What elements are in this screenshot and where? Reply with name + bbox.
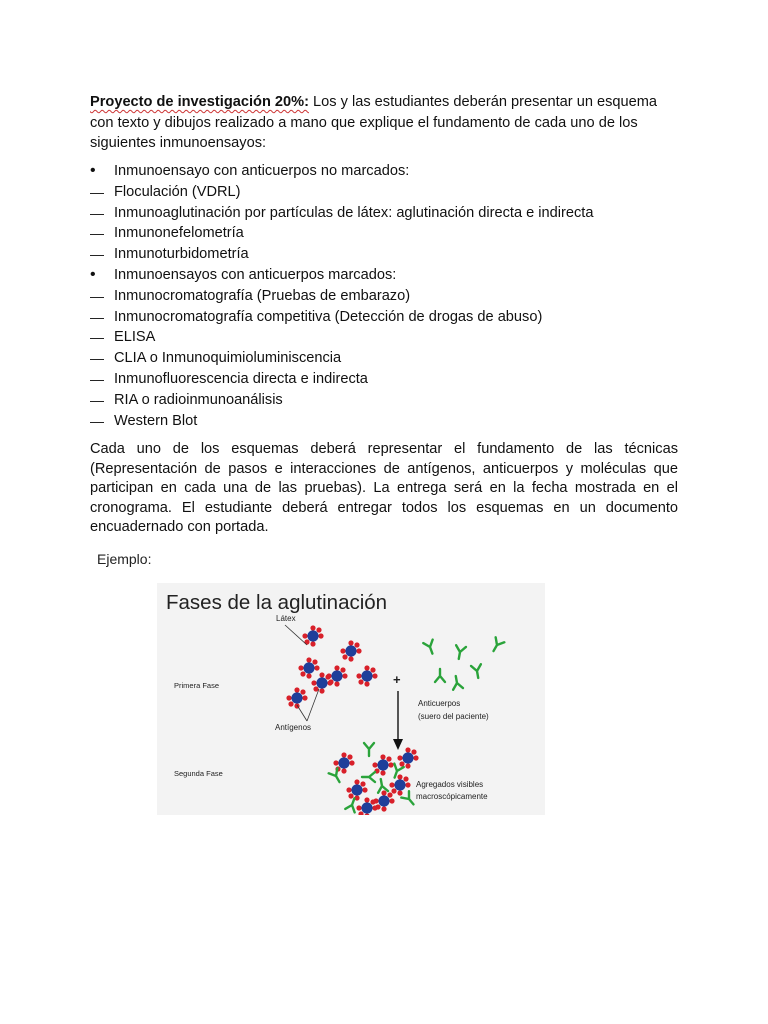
list-item [90,182,690,203]
antigen-dot [388,762,393,767]
antigen-dot [325,674,330,679]
label-antigenos: Antígenos [275,723,312,732]
antigen-dot [380,770,385,775]
antibody-icon [471,664,483,679]
antigen-dot [314,665,319,670]
list-item-text: Floculación (VDRL) [114,183,241,200]
list-item [90,265,690,286]
antigen-pointer-b [307,689,319,721]
arrow-down-icon [393,739,403,750]
antigen-dot [354,779,359,784]
antigen-dot [405,747,410,752]
antigen-dot [318,633,323,638]
label-agregados-2: macroscópicamente [416,792,488,801]
antigen-dot [340,648,345,653]
antigen-dot [356,805,361,810]
label-latex: Látex [276,614,296,623]
antigen-dot [380,754,385,759]
dash-marker [90,307,114,329]
antigen-dot [341,768,346,773]
antigen-dot [334,681,339,686]
antigen-dot [405,782,410,787]
antigen-dot [372,762,377,767]
antigen-dot [341,752,346,757]
list-item [90,161,690,182]
list-item-text: Inmunoensayo con anticuerpos no marcados: [114,163,410,179]
antigen-dot [298,665,303,670]
list-item-text: Inmunonefelometría [114,225,244,242]
antigen-dot [405,763,410,768]
list-item [90,327,690,348]
antigen-dot [327,680,332,685]
latex-particle [291,692,302,703]
project-heading: Proyecto de investigación 20%: [90,94,309,110]
agglutination-diagram [157,583,545,815]
list-item [90,369,690,390]
antigen-dot [403,776,408,781]
latex-particle [307,630,318,641]
list-item-text: Inmunocromatografía competitiva (Detección de drogas de abuso) [114,308,543,325]
antigen-dot [389,782,394,787]
antigen-dot [397,755,402,760]
antigen-dot [342,654,347,659]
antigen-dot [348,656,353,661]
dash-marker [90,182,114,204]
immunoassay-list [90,161,690,431]
antigen-dot [346,787,351,792]
latex-particle [345,645,356,656]
antigen-dot [360,781,365,786]
latex-particle [378,795,389,806]
latex-particle [338,757,349,768]
list-item [90,223,690,244]
antigen-dot [411,749,416,754]
antigen-dot [334,665,339,670]
antigen-dot [381,790,386,795]
latex-particle [316,677,327,688]
list-item-text: Inmunocromatografía (Pruebas de embarazo) [114,287,411,304]
antigen-dot [389,798,394,803]
dash-marker [90,348,114,370]
list-item [90,390,690,411]
latex-particle [361,670,372,681]
antigen-dot [349,760,354,765]
list-item-text: ELISA [114,329,156,346]
dash-marker [90,286,114,308]
antigen-dot [310,625,315,630]
dash-marker [90,390,114,412]
antibody-icon [489,637,504,653]
dash-marker [90,411,114,433]
label-agregados-1: Agregados visibles [416,780,484,789]
antigen-dot [342,673,347,678]
antigen-dot [397,774,402,779]
list-item [90,307,690,328]
latex-particle [303,662,314,673]
antigen-dot [347,754,352,759]
antigen-dot [348,640,353,645]
plus-sign: + [393,672,401,687]
antibody-icon [423,640,437,656]
antigen-dot [319,672,324,677]
closing-paragraph: Cada uno de los esquemas deberá representar el fundamento de las técnicas (Representación de pasos e interacciones de antígenos, anticuerpos y moléculas que participan en cada una de las pruebas). La entrega será en la fecha mostrada en el cronograma. El estudiante deberá entregar todos los esquemas en un documento encuadernado con portada. [90,441,678,536]
antigen-dot [312,659,317,664]
antigen-dot [306,673,311,678]
latex-particle [361,802,372,813]
antigen-dot [356,648,361,653]
bullet-marker [90,265,114,286]
antibody-icon [435,669,445,682]
list-item-text: CLIA o Inmunoquimioluminiscencia [114,350,342,367]
antigen-dot [294,687,299,692]
list-item [90,286,690,307]
dash-marker [90,223,114,245]
list-item-text: Inmunofluorescencia directa e indirecta [114,370,368,387]
antigen-dot [364,797,369,802]
antigen-dot [372,673,377,678]
latex-particle [394,779,405,790]
agglutination-figure [157,583,545,815]
label-segunda-fase: Segunda Fase [174,769,223,778]
antigen-dot [286,695,291,700]
intro-text: Los y las estudiantes deberán presentar un esquema con texto y dibujos realizado a mano que explique el fundamento de cada uno de los siguientes inmunoensayos: [90,94,658,152]
antibody-icon [454,645,466,660]
antigen-dot [364,813,369,815]
antigen-dot [288,701,293,706]
dash-marker [90,203,114,225]
list-item-text: Inmunoensayos con anticuerpos marcados: [114,266,397,283]
antigen-dot [302,633,307,638]
antigen-pointer-a [297,705,307,721]
antigen-dot [354,642,359,647]
list-item [90,348,690,369]
figure-title: Fases de la aglutinación [166,591,388,614]
label-primera-fase: Primera Fase [174,681,220,690]
dash-marker [90,244,114,266]
antibody-icon [401,791,417,807]
list-item [90,244,690,265]
intro-paragraph [90,92,678,154]
antigen-dot [356,673,361,678]
antigen-dot [399,761,404,766]
antigen-dot [358,811,363,815]
antigen-dot [358,679,363,684]
list-item-text: Inmunoaglutinación por partículas de látex: aglutinación directa e indirecta [114,204,594,221]
antigen-dot [362,787,367,792]
antigen-dot [348,793,353,798]
latex-particle [377,759,388,770]
antigen-dot [373,798,378,803]
antigen-dot [413,755,418,760]
antigen-dot [300,689,305,694]
label-anticuerpos: Anticuerpos [418,699,461,708]
antigen-dot [306,657,311,662]
antigen-dot [340,667,345,672]
antigen-dot [391,788,396,793]
label-suero: (suero del paciente) [418,712,489,721]
antibody-icon [362,772,375,782]
antibody-icon [364,743,374,756]
latex-particle [402,752,413,763]
antigen-dot [397,790,402,795]
antibody-icon [376,778,388,793]
antigen-dot [375,804,380,809]
antigen-dot [381,806,386,811]
antigen-dot [364,681,369,686]
antigen-dot [319,688,324,693]
antigen-dot [300,671,305,676]
antigen-dot [313,686,318,691]
list-item-text: RIA o radioinmunoanálisis [114,391,283,408]
antigen-dot [310,641,315,646]
list-item-text: Western Blot [114,412,198,429]
latex-particle [351,784,362,795]
list-item-text: Inmunoturbidometría [114,246,249,263]
dash-marker [90,327,114,349]
antibody-icon [451,675,463,690]
list-item [90,203,690,224]
list-item [90,411,690,432]
antigen-dot [302,695,307,700]
antigen-dot [387,792,392,797]
dash-marker [90,369,114,391]
antigen-dot [316,627,321,632]
antigen-dot [333,760,338,765]
antigen-dot [311,680,316,685]
example-label: Ejemplo: [97,551,152,567]
antigen-dot [370,667,375,672]
antigen-dot [386,756,391,761]
antigen-dot [364,665,369,670]
bullet-marker [90,161,114,182]
latex-particle [331,670,342,681]
